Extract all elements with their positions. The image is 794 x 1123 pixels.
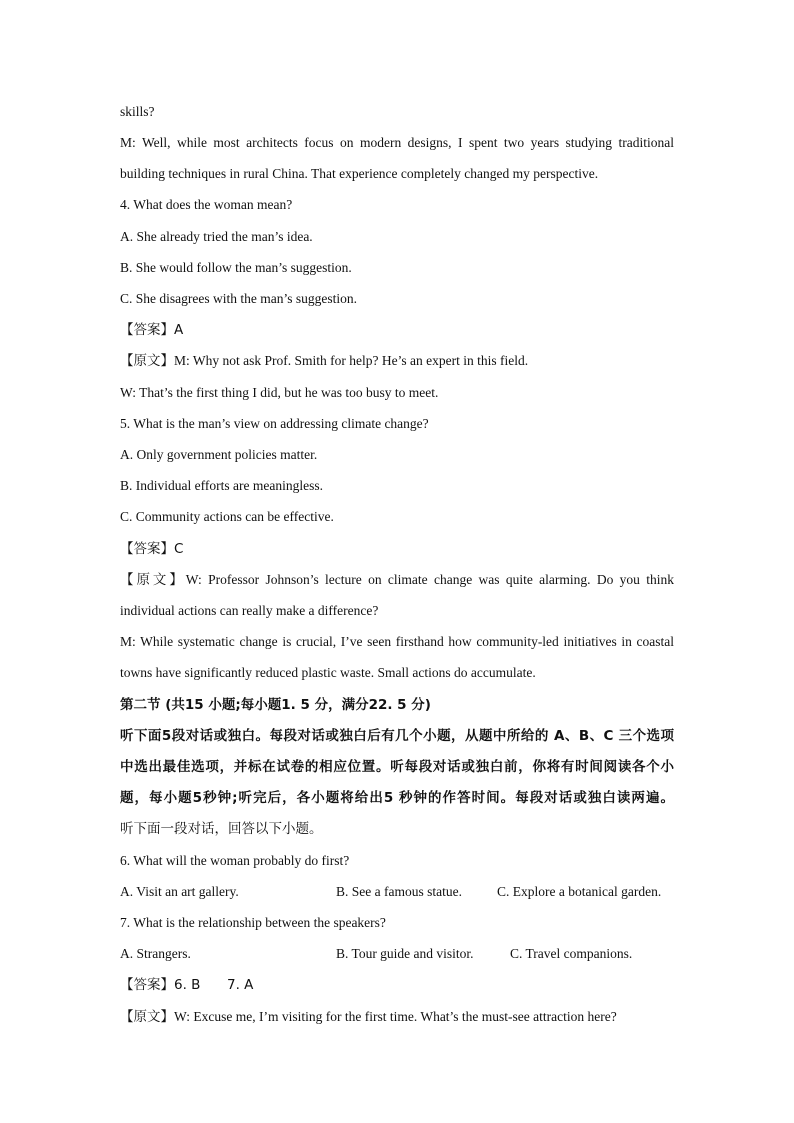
transcript-line: 【原文】W: Excuse me, I’m visiting for the first time. What’s the must-see attraction here? (120, 1009, 617, 1024)
option-c: C. Community actions can be effective. (120, 509, 334, 524)
section-heading: 第二节 (共15 小题;每小题1. 5 分，满分22. 5 分) (120, 697, 431, 713)
answer-label: 【答案】C (120, 541, 184, 557)
option-a: A. Only government policies matter. (120, 447, 318, 462)
question-4: 4. What does the woman mean? (120, 197, 293, 212)
answer-label: 【答案】6. B (120, 977, 201, 993)
option-c: C. Explore a botanical garden. (497, 884, 662, 899)
question-6-options (120, 883, 674, 901)
instructions-line: 听下面5段对话或独白。每段对话或独白后有几个小题，从题中所给的 A、B、C 三个选项 (120, 728, 674, 744)
option-a: A. Visit an art gallery. (120, 884, 239, 899)
instructions-line: 听下面一段对话，回答以下小题。 (120, 821, 323, 837)
question-6: 6. What will the woman probably do first? (120, 853, 350, 868)
transcript-line: 【原文】M: Why not ask Prof. Smith for help? He’s an expert in this field. (120, 353, 529, 368)
question-7-options (120, 945, 674, 963)
transcript-line: individual actions can really make a difference? (120, 603, 379, 618)
transcript-line: towns have significantly reduced plastic waste. Small actions do accumulate. (120, 665, 536, 680)
option-b: B. See a famous statue. (336, 884, 462, 899)
text-line: skills? (120, 104, 155, 119)
option-b: B. Individual efforts are meaningless. (120, 478, 323, 493)
instructions-line: 题，每小题5秒钟;听完后，各小题将给出5 秒钟的作答时间。每段对话或独白读两遍。 (120, 790, 674, 806)
option-c: C. She disagrees with the man’s suggestion. (120, 291, 357, 306)
answer-second: 7. A (227, 977, 254, 993)
option-a: A. Strangers. (120, 946, 191, 961)
text-line: M: Well, while most architects focus on modern designs, I spent two years studying traditional (120, 135, 674, 150)
transcript-line: M: While systematic change is crucial, I’ve seen firsthand how community-led initiatives in coastal (120, 634, 674, 649)
option-b: B. Tour guide and visitor. (336, 946, 474, 961)
answer-label: 【答案】A (120, 322, 184, 338)
transcript-line: 【原文】W: Professor Johnson’s lecture on climate change was quite alarming. Do you think (120, 572, 674, 587)
question-7: 7. What is the relationship between the speakers? (120, 915, 386, 930)
transcript-line: W: That’s the first thing I did, but he was too busy to meet. (120, 385, 439, 400)
answer-row (120, 976, 674, 994)
text-line: building techniques in rural China. That experience completely changed my perspective. (120, 166, 599, 181)
option-c: C. Travel companions. (510, 946, 633, 961)
option-b: B. She would follow the man’s suggestion. (120, 260, 352, 275)
option-a: A. She already tried the man’s idea. (120, 229, 313, 244)
instructions-line: 中选出最佳选项，并标在试卷的相应位置。听每段对话或独白前，你将有时间阅读各个小 (120, 759, 674, 775)
question-5: 5. What is the man’s view on addressing climate change? (120, 416, 429, 431)
